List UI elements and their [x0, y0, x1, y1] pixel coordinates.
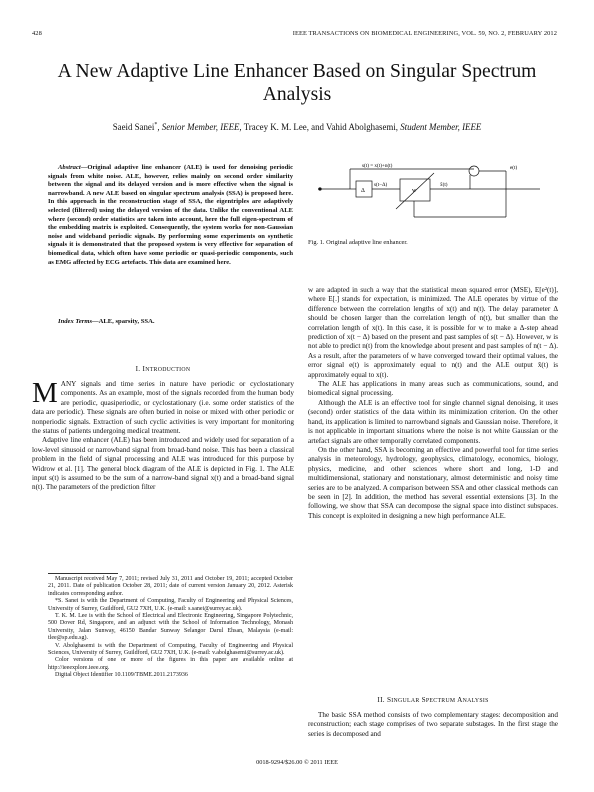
right-column-body — [308, 286, 558, 521]
copyright-footer: 0018-9294/$26.00 © 2011 IEEE — [256, 759, 338, 766]
right-paragraph-3: Although the ALE is an effective tool for single channel signal denoising, it uses (second) order statistics of the data within its minimization criterion. On the other hand, its application is limited to narrowband signals and Gaussian noise. Therefore, it is not applicable in important situations where the noise is not white Gaussian or the artefact signals are other temporally correlated components. — [308, 398, 558, 445]
section-title-rest: NALYSIS — [462, 698, 489, 704]
section-title-rest: NTRODUCTION — [145, 367, 191, 373]
footnote-author-1: *S. Sanei is with the Department of Computing, Faculty of Engineering and Physical Sciences, University of Surrey, Guildford, GU2 7XH, U.K. (e-mail: s.sanei@surrey.ac.uk). — [48, 598, 293, 612]
summing-junction — [469, 166, 479, 176]
footnote-author-3: V. Abolghasemi is with the Department of Computing, Faculty of Engineering and Physical Sciences, University of Surrey, Guildford, GU2 7XH, U.K. (e-mail: v.abolghasemi@surrey.ac.uk). — [48, 642, 293, 657]
section-heading-introduction — [32, 365, 294, 373]
right-paragraph-2: The ALE has applications in many areas such as communications, sound, and biomedical signal processing. — [308, 380, 558, 398]
section-number: I. — [135, 365, 141, 373]
input-node — [319, 188, 322, 191]
figure-label-w: w — [412, 188, 417, 194]
paper-title: A New Adaptive Line Enhancer Based on Singular Spectrum Analysis — [57, 61, 537, 105]
figure-label-input: s(t) = x(t)+n(t) — [362, 163, 393, 169]
abstract-lead: Abstract — [58, 164, 81, 171]
drop-cap: M — [32, 377, 58, 409]
section-title-rest: PECTRUM — [425, 698, 456, 704]
section-title-initial: I — [142, 365, 146, 373]
section-heading-ssa — [308, 696, 558, 704]
ssa-paragraph-1: The basic SSA method consists of two complementary stages: decomposition and reconstruction; each stage comprises of two separate substages. In the first stage the series is decomposed and — [308, 711, 558, 738]
figure-1-block-diagram — [310, 161, 550, 229]
abstract — [48, 164, 293, 267]
footnote-rule — [48, 573, 118, 574]
figure-label-error: e(t) — [510, 165, 518, 171]
running-header: IEEE TRANSACTIONS ON BIOMEDICAL ENGINEERING, VOL. 59, NO. 2, FEBRUARY 2012 — [292, 30, 557, 37]
figure-label-delta: Δ — [361, 188, 365, 194]
author-1-role: , Senior Member, IEEE, — [157, 122, 242, 132]
author-2-3-names: Tracey K. M. Lee, and Vahid Abolghasemi, — [241, 122, 398, 132]
footnote-color: Color versions of one or more of the figures in this paper are available online at http://ieeexplore.ieee.org. — [48, 657, 293, 671]
author-1-mark: * — [154, 122, 158, 129]
page-number: 428 — [32, 30, 42, 37]
section-title-rest: INGULAR — [391, 698, 420, 704]
footnote-author-2: T. K. M. Lee is with the School of Electrical and Electronic Engineering, Singapore Polytechnic, 500 Dover Rd, Singapore, and an adjunct with the School of Information Technology, Monash University, Jalan Sunway, 46150 Bandar Sunway Selangor Darul Ehsan, Malaysia (e-mail: tlee@sp.edu.sg). — [48, 613, 293, 642]
section-title-initial: S — [421, 696, 426, 704]
footnote-doi: Digital Object Identifier 10.1109/TBME.2011.2173936 — [55, 672, 188, 679]
author-1-name: Saeid Sanei — [112, 122, 155, 132]
author-line — [30, 122, 564, 132]
right-paragraph-1: w are adapted in such a way that the statistical mean squared error (MSE), E[e²(t)], where E[.] stands for expectation, is minimized. The ALE operates by virtue of the difference between the correlation lengths of x(t) and n(t). The delay parameter Δ should be chosen larger than the correlation length of n(t), but smaller than the correlation length of x(t). In this case, it is possible for w to make a Δ-step ahead prediction of x(t − Δ) based on the present and past samples of s(t − Δ). However, w is not able to predict n(t) from the knowledge about present and past samples of n(t − Δ). As a result, after the parameters of w have converged toward their optimal values, the error signal e(t) is approximately equal to n(t) and the ALE output x̂(t) is approximately equal to x(t). — [308, 286, 558, 379]
index-terms-body: —ALE, sparsity, SSA. — [92, 318, 155, 325]
abstract-body: —Original adaptive line enhancer (ALE) is used for denoising periodic signals from white noise. ALE, however, relies mainly on second order similarity between the signal and its delayed version and is more effective when the signal is narrowband. A new ALE based on singular spectrum analysis (SSA) is proposed here. In this approach in the reconstruction stage of SSA, the eigentriples are adaptively selected (filtered) using the delayed version of the data. Unlike the conventional ALE where (second) order statistics are taken into account, here the full eigen-spectrum of the embedding matrix is exploited. Consequently, the system works for non-Gaussian noise and wideband periodic signals. By performing some experiments on synthetic signals it is demonstrated that the proposed system is very effective for separation of biomedical data, which often have some periodic or quasi-periodic components, such as EMG affected by ECG artefacts. This data are examined here. — [48, 164, 293, 266]
section-title-initial: S — [386, 696, 392, 704]
figure-label-xhat: x̂(t) — [440, 182, 448, 188]
index-terms — [48, 318, 293, 325]
section-title-initial: A — [457, 696, 463, 704]
ssa-body — [308, 711, 558, 739]
intro-paragraph-1: ANY signals and time series in nature have periodic or cyclostationary components. As an example, most of the signals recorded from the human body are periodic, quasiperiodic, or cyclostationary (i.e. some order statistics of the data are periodic). These signals are often buried in noise or mixed with other periodic or nonperiodic signals. Extraction of such cyclic activities is very important for monitoring the status of patients undergoing medical treatment. — [32, 380, 294, 436]
figure-1-caption: Fig. 1. Original adaptive line enhancer. — [308, 239, 408, 246]
author-3-role: Student Member, IEEE — [398, 122, 482, 132]
section-number: II. — [377, 696, 385, 704]
right-paragraph-4: On the other hand, SSA is becoming an effective and powerful tool for time series analysis in meteorology, hydrology, geophysics, climatology, economics, biology, physics, medicine, and other sciences where short and long, 1-D and multidimensional, stationary and nonstationary, almost deterministic and noisy time series are to be analyzed. A comparison between SSA and other classical methods can be seen in [2]. In addition, the method has several essential extensions [3]. In the following, we show that SSA can decompose the signal space into distinct subspaces. This concept is exploited in designing a new high performance ALE. — [308, 445, 558, 520]
footnotes — [48, 576, 293, 680]
introduction-body — [32, 377, 294, 493]
index-terms-lead: Index Terms — [58, 318, 93, 325]
footnote-manuscript: Manuscript received May 7, 2011; revised July 31, 2011 and October 19, 2011; accepted October 21, 2011. Date of publication October 28, 2011; date of current version January 20, 2012. Asterisk indicates corresponding author. — [48, 576, 293, 597]
intro-paragraph-2: Adaptive line enhancer (ALE) has been introduced and widely used for separation of a low-level sinusoid or narrowband signal from broad-band noise. This has been a classical problem in the field of signal processing and ALE was introduced for this purpose by Widrow et al. [1]. The general block diagram of the ALE is depicted in Fig. 1. The ALE input s(t) is assumed to be the sum of a narrow-band signal x(t) and a broad-band signal n(t). The parameters of the prediction filter — [32, 436, 294, 492]
figure-label-delayed: s(t−Δ) — [374, 182, 388, 188]
